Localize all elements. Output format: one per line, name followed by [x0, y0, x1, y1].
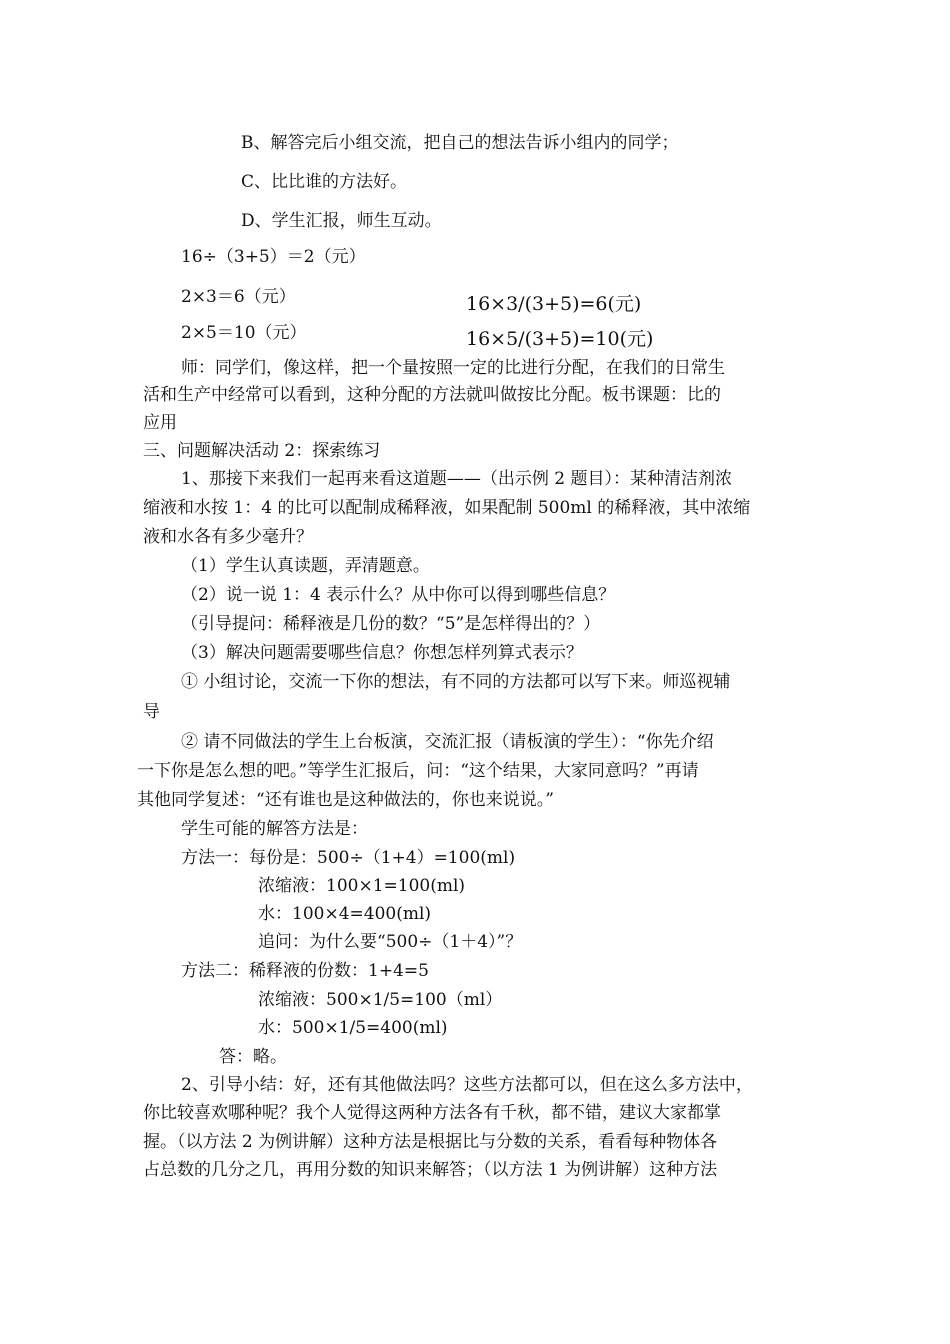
- section-3-title: 三、问题解决活动 2：探索练习: [143, 441, 381, 461]
- sub-item-2: （2）说一说 1：4 表示什么？从中你可以得到哪些信息？: [181, 585, 616, 605]
- item1-line-2: 缩液和水按 1：4 的比可以配制成稀释液，如果配制 500ml 的稀释液，其中浓缩: [143, 498, 751, 518]
- method1-line-2: 浓缩液：100×1=100(ml): [258, 876, 466, 896]
- item1-line-1: 1、那接下来我们一起再来看这道题——（出示例 2 题目）：某种清洁剂浓: [181, 469, 732, 489]
- method1-followup: 追问：为什么要“500÷（1＋4）”？: [258, 932, 523, 952]
- method2-line-1: 方法二：稀释液的份数：1+4=5: [181, 961, 429, 981]
- summary-line-2: 活和生产中经常可以看到，这种分配的方法就叫做按比分配。板书课题：比的: [143, 385, 721, 405]
- circle2-line-3: 其他同学复述：“还有谁也是这种做法的，你也来说说。”: [137, 790, 554, 810]
- method1-line-3: 水：100×4=400(ml): [258, 904, 432, 924]
- circle2-line-1: ② 请不同做法的学生上台板演，交流汇报（请板演的学生）：“你先介绍: [181, 732, 714, 752]
- item2-line-4: 占总数的几分之几，再用分数的知识来解答；（以方法 1 为例讲解）这种方法: [143, 1160, 718, 1180]
- circle1-line-1: ① 小组讨论，交流一下你的想法，有不同的方法都可以写下来。师巡视辅: [181, 672, 731, 692]
- circle2-line-2: 一下你是怎么想的吧。”等学生汇报后，问：“这个结果，大家同意吗？”再请: [137, 761, 699, 781]
- calc-right-1: 16×3/(3+5)=6(元): [466, 293, 642, 315]
- summary-line-3: 应用: [143, 413, 177, 433]
- answer-line: 答：略。: [219, 1047, 287, 1067]
- item2-line-2: 你比较喜欢哪种呢？我个人觉得这两种方法各有千秋，都不错，建议大家都掌: [143, 1103, 721, 1123]
- possible-methods-label: 学生可能的解答方法是：: [181, 819, 368, 839]
- step-c: C、比比谁的方法好。: [241, 172, 408, 192]
- summary-line-1: 师：同学们，像这样，把一个量按照一定的比进行分配，在我们的日常生: [181, 358, 725, 378]
- method1-line-1: 方法一：每份是：500÷（1+4）=100(ml): [181, 848, 516, 868]
- calc-right-2: 16×5/(3+5)=10(元): [466, 328, 654, 350]
- circle1-line-2: 导: [143, 702, 160, 722]
- method2-line-3: 水：500×1/5=400(ml): [258, 1018, 448, 1038]
- calc-left-3: 2×5＝10（元）: [181, 323, 307, 343]
- item2-line-1: 2、引导小结：好，还有其他做法吗？这些方法都可以，但在这么多方法中，: [181, 1075, 753, 1095]
- step-b: B、解答完后小组交流，把自己的想法告诉小组内的同学；: [241, 133, 679, 153]
- method2-line-2: 浓缩液：500×1/5=100（ml）: [258, 990, 503, 1010]
- calc-left-1: 16÷（3+5）＝2（元）: [181, 247, 366, 267]
- calc-left-2: 2×3＝6（元）: [181, 287, 296, 307]
- sub-item-3: （3）解决问题需要哪些信息？你想怎样列算式表示？: [181, 643, 583, 663]
- item1-line-3: 液和水各有多少毫升？: [143, 527, 313, 547]
- step-d: D、学生汇报，师生互动。: [241, 211, 442, 231]
- item2-line-3: 握。（以方法 2 为例讲解）这种方法是根据比与分数的关系，看看每种物体各: [143, 1132, 718, 1152]
- sub-item-hint: （引导提问：稀释液是几份的数？“5”是怎样得出的？）: [181, 614, 601, 634]
- sub-item-1: （1）学生认真读题，弄清题意。: [181, 556, 430, 576]
